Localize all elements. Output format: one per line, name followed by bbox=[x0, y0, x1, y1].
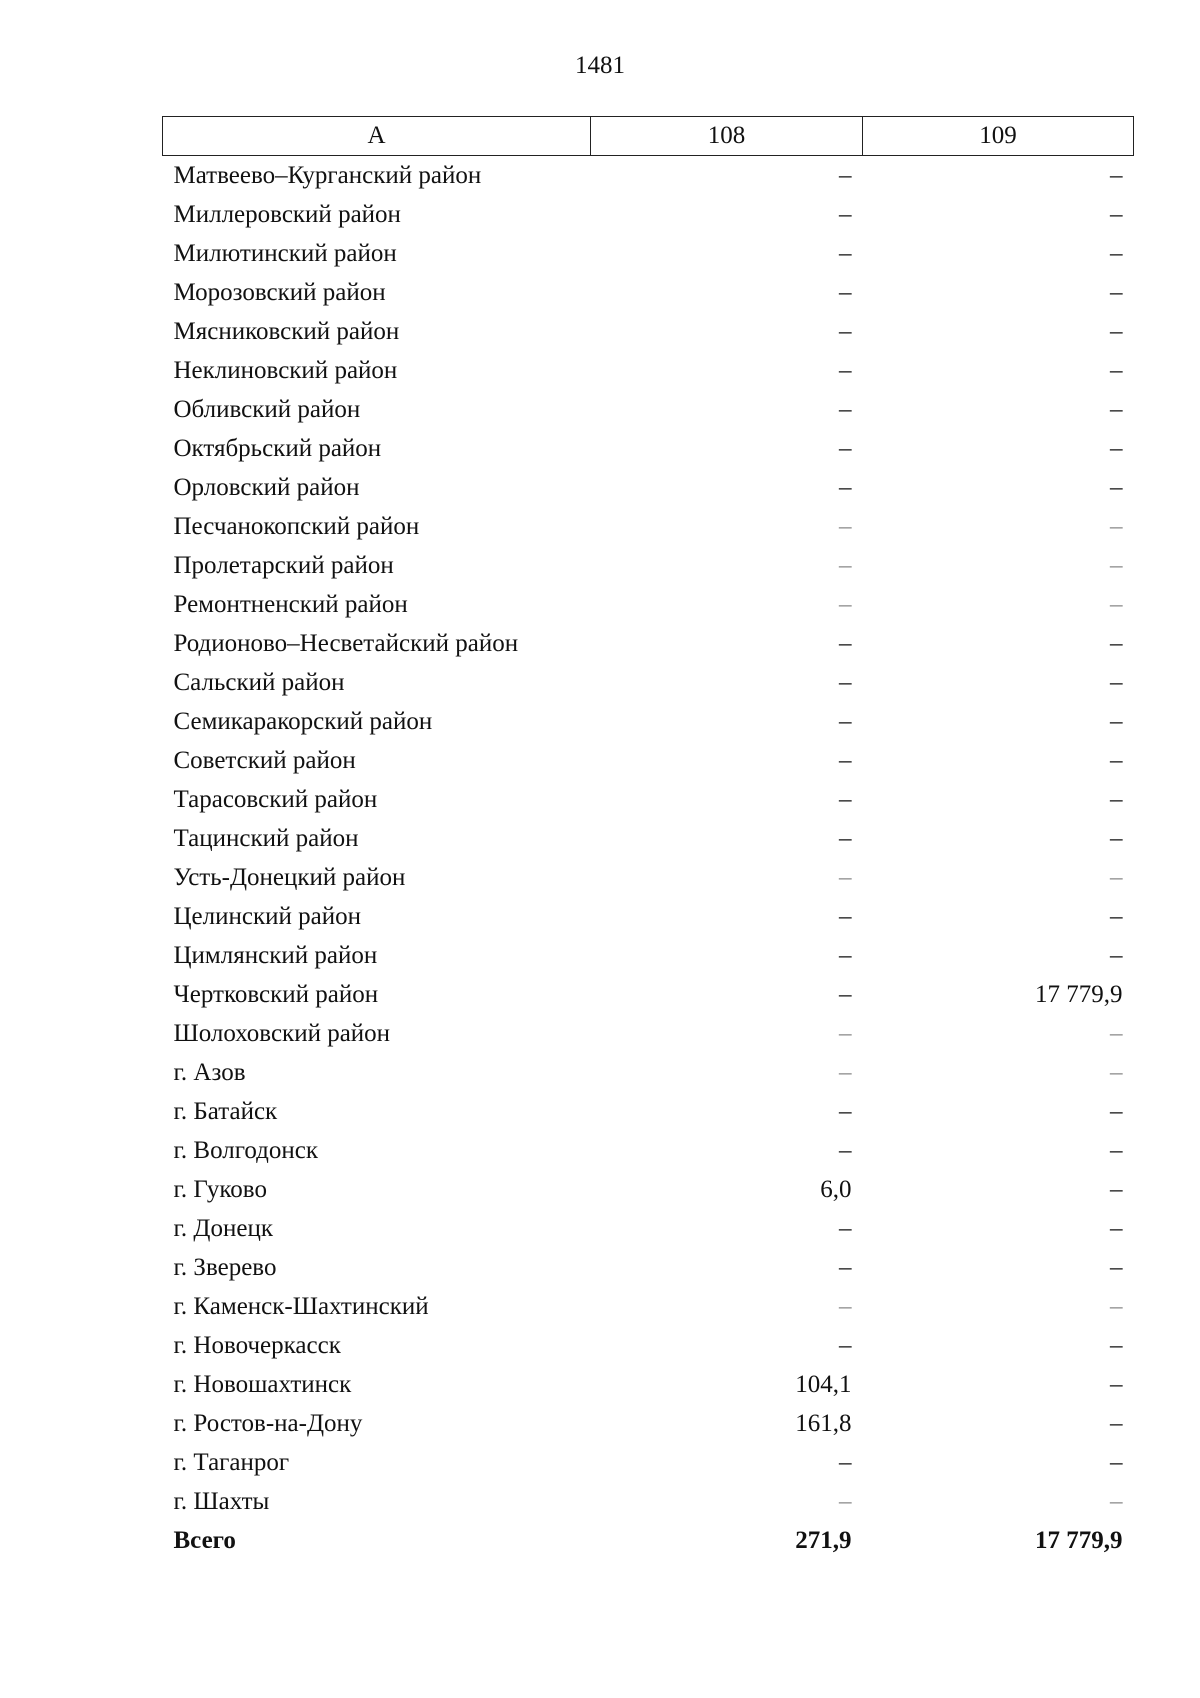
row-value-108: – bbox=[839, 434, 852, 462]
row-value-108: – bbox=[839, 785, 852, 813]
row-name: г. Батайск bbox=[173, 1097, 278, 1125]
total-label: Всего bbox=[173, 1526, 236, 1554]
row-name: Сальский район bbox=[173, 668, 345, 696]
row-value-109: – bbox=[1110, 1136, 1123, 1164]
row-value-109: – bbox=[1110, 278, 1123, 306]
table-row bbox=[163, 546, 1134, 585]
row-value-109: – bbox=[1110, 1097, 1123, 1125]
table-row bbox=[163, 1209, 1134, 1248]
row-value-108: – bbox=[839, 395, 852, 423]
table-row bbox=[163, 1014, 1134, 1053]
table-row bbox=[163, 507, 1134, 546]
row-name: Целинский район bbox=[173, 902, 361, 930]
table-row bbox=[163, 741, 1134, 780]
row-value-108: – bbox=[839, 278, 852, 306]
row-value-109: – bbox=[1110, 1253, 1123, 1281]
row-value-108: – bbox=[839, 1019, 852, 1047]
table-row bbox=[163, 1131, 1134, 1170]
row-value-108: – bbox=[839, 746, 852, 774]
row-name: Песчанокопский район bbox=[173, 512, 420, 540]
row-value-108: – bbox=[839, 317, 852, 345]
table-row bbox=[163, 1326, 1134, 1365]
row-value-109: – bbox=[1110, 1487, 1123, 1515]
row-value-109: – bbox=[1110, 551, 1123, 579]
row-value-109: – bbox=[1110, 824, 1123, 852]
row-value-108: – bbox=[839, 551, 852, 579]
row-name: Семикаракорский район bbox=[173, 707, 433, 735]
row-value-108: – bbox=[839, 356, 852, 384]
row-name: г. Ростов-на-Дону bbox=[173, 1409, 363, 1437]
row-value-108: – bbox=[839, 1448, 852, 1476]
row-value-109: – bbox=[1110, 941, 1123, 969]
row-value-108: – bbox=[839, 1253, 852, 1281]
table-row bbox=[163, 429, 1134, 468]
table-row bbox=[163, 936, 1134, 975]
row-name: Неклиновский район bbox=[173, 356, 398, 384]
table-row bbox=[163, 975, 1134, 1014]
table-row bbox=[163, 273, 1134, 312]
row-name: Советский район bbox=[173, 746, 356, 774]
table-row bbox=[163, 1248, 1134, 1287]
table-row bbox=[163, 624, 1134, 663]
header-cell-a: А bbox=[163, 117, 591, 156]
row-value-108: – bbox=[839, 200, 852, 228]
row-value-108: – bbox=[839, 590, 852, 618]
row-value-108: – bbox=[839, 863, 852, 891]
table-row bbox=[163, 351, 1134, 390]
row-name: Тацинский район bbox=[173, 824, 359, 852]
table-header bbox=[163, 117, 1134, 156]
row-value-108: – bbox=[839, 824, 852, 852]
row-name: Октябрьский район bbox=[173, 434, 382, 462]
row-name: г. Азов bbox=[173, 1058, 246, 1086]
row-value-109: – bbox=[1110, 668, 1123, 696]
row-value-108: – bbox=[839, 1136, 852, 1164]
data-table-container bbox=[162, 116, 1133, 1560]
row-value-109: – bbox=[1110, 629, 1123, 657]
table-row bbox=[163, 312, 1134, 351]
row-name: Орловский район bbox=[173, 473, 360, 501]
row-name: Родионово–Несветайский район bbox=[173, 629, 519, 657]
table-row bbox=[163, 897, 1134, 936]
row-value-109: – bbox=[1110, 434, 1123, 462]
row-name: Чертковский район bbox=[173, 980, 379, 1008]
table-row bbox=[163, 1053, 1134, 1092]
row-value-108: – bbox=[839, 1292, 852, 1320]
row-value-108: 104,1 bbox=[795, 1370, 852, 1398]
row-name: Мясниковский район bbox=[173, 317, 400, 345]
row-value-109: – bbox=[1110, 161, 1123, 189]
row-value-108: – bbox=[839, 941, 852, 969]
row-value-108: 6,0 bbox=[820, 1175, 852, 1203]
row-value-108: 161,8 bbox=[795, 1409, 852, 1437]
row-value-109: – bbox=[1110, 1058, 1123, 1086]
table-row bbox=[163, 1482, 1134, 1521]
row-name: Усть-Донецкий район bbox=[173, 863, 406, 891]
row-name: Обливский район bbox=[173, 395, 361, 423]
row-value-109: – bbox=[1110, 1409, 1123, 1437]
total-value-108: 271,9 bbox=[795, 1526, 852, 1554]
row-value-109: – bbox=[1110, 1370, 1123, 1398]
row-value-108: – bbox=[839, 1331, 852, 1359]
row-name: Пролетарский район bbox=[173, 551, 394, 579]
row-value-109: – bbox=[1110, 200, 1123, 228]
row-value-108: – bbox=[839, 1214, 852, 1242]
row-value-109: – bbox=[1110, 785, 1123, 813]
row-value-109: – bbox=[1110, 902, 1123, 930]
row-value-108: – bbox=[839, 1487, 852, 1515]
row-value-108: – bbox=[839, 239, 852, 267]
row-value-108: – bbox=[839, 629, 852, 657]
row-value-108: – bbox=[839, 902, 852, 930]
row-name: г. Донецк bbox=[173, 1214, 273, 1242]
table-row bbox=[163, 585, 1134, 624]
row-value-108: – bbox=[839, 512, 852, 540]
row-value-109: – bbox=[1110, 512, 1123, 540]
row-value-109: – bbox=[1110, 395, 1123, 423]
table-row bbox=[163, 702, 1134, 741]
table-row bbox=[163, 1404, 1134, 1443]
table-row bbox=[163, 858, 1134, 897]
row-value-108: – bbox=[839, 1097, 852, 1125]
page-number: 1481 bbox=[575, 52, 625, 79]
total-row bbox=[163, 1521, 1134, 1560]
row-value-108: – bbox=[839, 707, 852, 735]
table-body bbox=[163, 156, 1134, 1561]
table-row bbox=[163, 1365, 1134, 1404]
row-value-109: – bbox=[1110, 707, 1123, 735]
row-value-109: – bbox=[1110, 590, 1123, 618]
table-row bbox=[163, 234, 1134, 273]
row-value-109: – bbox=[1110, 1214, 1123, 1242]
row-name: Цимлянский район bbox=[173, 941, 378, 969]
row-value-109: – bbox=[1110, 473, 1123, 501]
row-name: Морозовский район bbox=[173, 278, 386, 306]
header-cell-108: 108 bbox=[591, 117, 863, 156]
table-row bbox=[163, 390, 1134, 429]
header-cell-109: 109 bbox=[863, 117, 1134, 156]
row-name: Матвеево–Курганский район bbox=[173, 161, 482, 189]
data-table bbox=[162, 116, 1134, 1560]
table-row bbox=[163, 780, 1134, 819]
row-value-109: – bbox=[1110, 1448, 1123, 1476]
row-name: Тарасовский район bbox=[173, 785, 378, 813]
row-value-109: – bbox=[1110, 239, 1123, 267]
total-value-109: 17 779,9 bbox=[1035, 1526, 1123, 1554]
row-name: г. Гуково bbox=[173, 1175, 267, 1203]
table-row bbox=[163, 156, 1134, 196]
table-row bbox=[163, 195, 1134, 234]
row-name: Шолоховский район bbox=[173, 1019, 391, 1047]
row-value-109: – bbox=[1110, 863, 1123, 891]
row-value-109: – bbox=[1110, 317, 1123, 345]
table-row bbox=[163, 468, 1134, 507]
row-name: г. Шахты bbox=[173, 1487, 270, 1515]
row-name: г. Новочеркасск bbox=[173, 1331, 341, 1359]
row-value-108: – bbox=[839, 161, 852, 189]
row-value-108: – bbox=[839, 980, 852, 1008]
table-row bbox=[163, 1170, 1134, 1209]
table-row bbox=[163, 663, 1134, 702]
row-value-109: – bbox=[1110, 1175, 1123, 1203]
table-row bbox=[163, 1443, 1134, 1482]
row-value-108: – bbox=[839, 668, 852, 696]
header-row bbox=[163, 117, 1134, 156]
row-value-108: – bbox=[839, 1058, 852, 1086]
row-value-108: – bbox=[839, 473, 852, 501]
row-value-109: – bbox=[1110, 1331, 1123, 1359]
table-row bbox=[163, 1092, 1134, 1131]
row-name: Милютинский район bbox=[173, 239, 397, 267]
row-name: г. Новошахтинск bbox=[173, 1370, 352, 1398]
row-name: г. Зверево bbox=[173, 1253, 277, 1281]
row-value-109: – bbox=[1110, 746, 1123, 774]
table-row bbox=[163, 1287, 1134, 1326]
row-value-109: – bbox=[1110, 1292, 1123, 1320]
row-value-109: 17 779,9 bbox=[1035, 980, 1123, 1008]
table-row bbox=[163, 819, 1134, 858]
row-value-109: – bbox=[1110, 356, 1123, 384]
row-value-109: – bbox=[1110, 1019, 1123, 1047]
row-name: Ремонтненский район bbox=[173, 590, 408, 618]
row-name: г. Таганрог bbox=[173, 1448, 290, 1476]
row-name: г. Каменск-Шахтинский bbox=[173, 1292, 429, 1320]
row-name: г. Волгодонск bbox=[173, 1136, 319, 1164]
row-name: Миллеровский район bbox=[173, 200, 401, 228]
